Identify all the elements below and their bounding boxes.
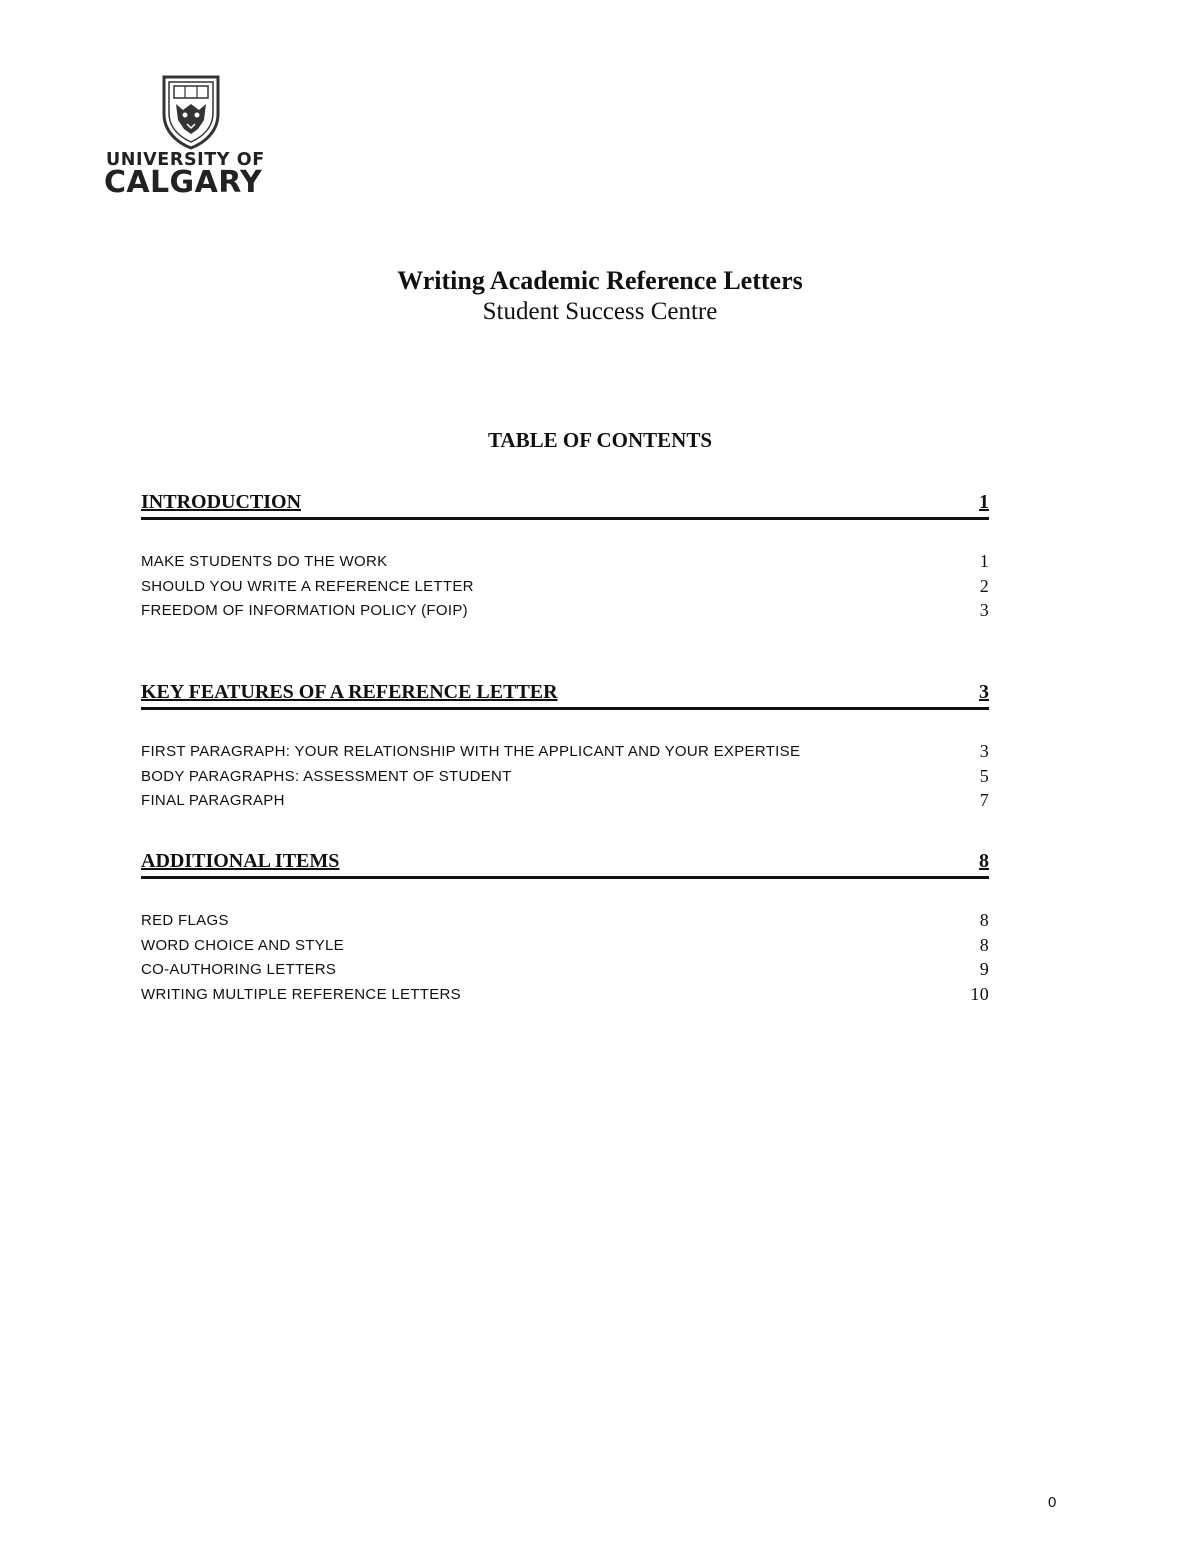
toc-heading: TABLE OF CONTENTS (487, 428, 713, 452)
toc-entry-page: 1 (979, 551, 989, 571)
toc-entry[interactable] (141, 553, 989, 578)
toc-entry-page: 5 (979, 765, 989, 786)
toc-section-header[interactable] (141, 681, 989, 710)
toc-section-label: INTRODUCTION (141, 491, 302, 513)
toc-section-label: KEY FEATURES OF A REFERENCE LETTER (141, 681, 558, 703)
toc-entry-page: 10 (970, 983, 989, 1004)
document-subtitle: Student Success Centre (482, 298, 718, 325)
toc-entry[interactable] (141, 743, 989, 768)
toc-entry-label: CO-AUTHORING LETTERS (141, 961, 337, 978)
toc-entry[interactable] (141, 602, 989, 627)
toc-section-introduction (141, 491, 989, 627)
toc-section-header[interactable] (141, 491, 989, 520)
toc-section-key-features (141, 681, 989, 817)
toc-entry[interactable] (141, 983, 989, 1011)
page-number: 0 (1048, 1494, 1057, 1511)
toc-entry-label: RED FLAGS (141, 912, 229, 929)
toc-entry[interactable] (141, 792, 989, 817)
toc-entries (141, 912, 989, 1010)
toc-section-label: ADDITIONAL ITEMS (141, 850, 340, 872)
toc-entry-label: FIRST PARAGRAPH: YOUR RELATIONSHIP WITH THE APPLICANT AND YOUR EXPERTISE (141, 743, 801, 760)
toc-entries (141, 743, 989, 817)
toc-entry[interactable] (141, 765, 989, 793)
toc-entry[interactable] (141, 934, 989, 962)
toc-entry-label: MAKE STUDENTS DO THE WORK (141, 553, 388, 570)
toc-entry-page: 9 (979, 959, 989, 979)
toc-entry-label: FINAL PARAGRAPH (141, 792, 285, 809)
toc-entry-page: 3 (979, 600, 989, 620)
toc-section-additional-items (141, 850, 989, 1010)
toc-entry-page: 8 (979, 910, 989, 930)
toc-entry[interactable] (141, 912, 989, 937)
toc-section-page: 8 (979, 850, 989, 872)
toc-entry-page: 2 (979, 575, 989, 596)
document-title: Writing Academic Reference Letters (397, 266, 803, 295)
toc-section-page: 3 (979, 681, 989, 703)
toc-entry-label: SHOULD YOU WRITE A REFERENCE LETTER (141, 577, 474, 595)
logo-text-calgary: CALGARY (104, 165, 263, 200)
toc-section-header[interactable] (141, 850, 989, 879)
toc-entry-page: 7 (979, 790, 989, 810)
toc-entry[interactable] (141, 575, 989, 603)
university-logo (106, 74, 286, 206)
toc-entry-page: 3 (979, 741, 989, 761)
toc-entries (141, 553, 989, 627)
toc-entry-label: FREEDOM OF INFORMATION POLICY (FOIP) (141, 602, 468, 619)
university-crest-icon (158, 74, 224, 150)
toc-entry-page: 8 (979, 934, 989, 955)
toc-entry[interactable] (141, 961, 989, 986)
toc-section-page: 1 (979, 491, 989, 513)
toc-entry-label: BODY PARAGRAPHS: ASSESSMENT OF STUDENT (141, 767, 512, 785)
logo-text-university-of: UNIVERSITY OF (106, 150, 265, 170)
toc-entry-label: WORD CHOICE AND STYLE (141, 936, 344, 954)
toc-entry-label: WRITING MULTIPLE REFERENCE LETTERS (141, 985, 461, 1003)
